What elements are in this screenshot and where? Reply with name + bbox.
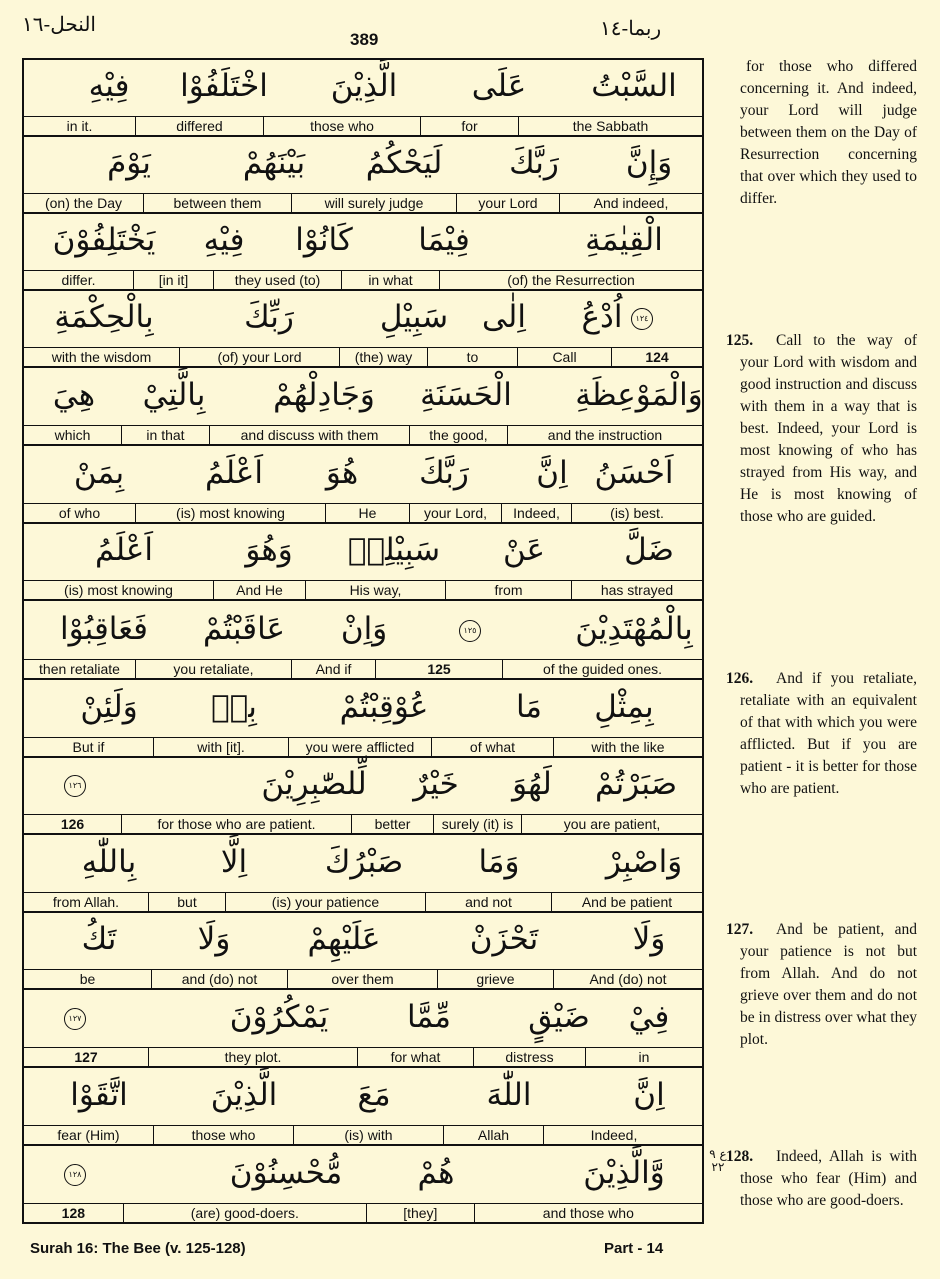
- arabic-word: وَمَا: [478, 844, 520, 880]
- arabic-word: وَجَادِلْهُمْ: [273, 377, 375, 413]
- verse-line: [24, 447, 702, 524]
- verse-line: [24, 60, 702, 137]
- english-gloss-row: [24, 193, 702, 214]
- verse-line: [24, 524, 702, 601]
- arabic-row: [24, 913, 702, 969]
- arabic-word: بِمِثْلِ: [594, 689, 654, 725]
- arabic-word: يَوْمَ: [107, 145, 151, 181]
- gloss-cell: and discuss with them: [210, 426, 410, 446]
- translation-text: for those who differed concerning it. And indeed, your Lord will judge between them on the Day of Resurrection concerning that over which they used to differ.: [740, 58, 917, 207]
- arabic-row: [24, 836, 702, 892]
- verse-number-cell: 128: [24, 1204, 124, 1224]
- arabic-word: عَلَيْهِمْ: [307, 921, 381, 957]
- arabic-word: وَلَا: [197, 921, 231, 957]
- gloss-cell: (is) with: [294, 1126, 444, 1146]
- arabic-word: مِّمَّا: [407, 999, 451, 1035]
- gloss-cell: and not: [426, 893, 552, 913]
- arabic-row: [24, 447, 702, 503]
- gloss-cell: to: [428, 348, 518, 368]
- translation-text: And be patient, and your patience is not but from Allah. And do not grieve over them and do not be in distress over what they plot.: [740, 921, 917, 1048]
- arabic-word: فِيْهِ: [88, 68, 130, 104]
- arabic-word: اَحْسَنُ: [594, 455, 674, 491]
- gloss-cell: He: [326, 504, 410, 524]
- gloss-cell: differed: [136, 117, 264, 137]
- gloss-cell: in: [638, 1049, 650, 1065]
- arabic-word: ضَلَّ: [624, 532, 674, 568]
- arabic-word: وَلَا: [632, 921, 666, 957]
- gloss-cell: But if: [24, 738, 154, 758]
- translation-verse-number: 128.: [726, 1148, 754, 1165]
- gloss-cell: they used (to): [214, 271, 342, 291]
- verse-line: [24, 369, 702, 446]
- arabic-row: [24, 603, 702, 659]
- gloss-cell: in that: [122, 426, 210, 446]
- gloss-cell: distress: [474, 1048, 586, 1068]
- gloss-cell: those who: [154, 1126, 294, 1146]
- arabic-word: اُدْعُ: [581, 299, 623, 335]
- gloss-cell: differ.: [24, 271, 134, 291]
- arabic-word: وَّالَّذِيْنَ: [583, 1155, 665, 1191]
- gloss-cell: (is) most knowing: [136, 504, 326, 524]
- english-gloss-row: [24, 347, 702, 368]
- gloss-cell: And indeed,: [593, 195, 669, 211]
- gloss-cell: grieve: [438, 970, 554, 990]
- english-gloss-row: [24, 969, 702, 990]
- gloss-cell: and those who: [542, 1205, 634, 1221]
- arabic-word: اتَّقَوْا: [70, 1077, 128, 1113]
- arabic-word: عَلَى: [471, 68, 527, 104]
- gloss-cell: those who: [264, 117, 421, 137]
- arabic-word: الْحَسَنَةِ: [420, 377, 512, 413]
- verse-number-cell: 126: [24, 815, 122, 835]
- verse-number-medallion: ١٢٨: [64, 1164, 86, 1186]
- verse-line: [24, 836, 702, 913]
- gloss-cell: in it.: [24, 117, 136, 137]
- english-gloss-row: [24, 737, 702, 758]
- arabic-row: [24, 524, 702, 580]
- arabic-word: بِهٖ: [211, 689, 257, 725]
- gloss-cell: (are) good-doers.: [124, 1204, 367, 1224]
- verse-number-cell: 125: [376, 660, 503, 680]
- arabic-row: [24, 60, 702, 116]
- arabic-word: سَبِيْلِهٖ: [347, 532, 441, 568]
- arabic-word: السَّبْتُ: [591, 68, 677, 104]
- part-header-arabic: ربما-١٤: [600, 16, 662, 40]
- arabic-word: بَيْنَهُمْ: [242, 145, 306, 181]
- footer-part: Part - 14: [604, 1240, 664, 1257]
- gloss-cell: fear (Him): [24, 1126, 154, 1146]
- arabic-word: عَنْ: [502, 532, 546, 568]
- translation-paragraph: [726, 1146, 917, 1212]
- verse-line: [24, 913, 702, 990]
- translation-paragraph: [726, 668, 917, 800]
- gloss-cell: Indeed,: [502, 504, 572, 524]
- arabic-word: بِالَّتِيْ: [142, 377, 206, 413]
- verse-line: [24, 991, 702, 1068]
- verse-number-medallion: ١٢٧: [64, 1008, 86, 1030]
- english-gloss-row: [24, 503, 702, 524]
- gloss-cell: they plot.: [149, 1048, 358, 1068]
- gloss-cell: you retaliate,: [136, 660, 292, 680]
- gloss-cell: you are patient,: [563, 816, 661, 832]
- arabic-word: بِالْحِكْمَةِ: [54, 299, 154, 335]
- arabic-word: اخْتَلَفُوْا: [180, 68, 268, 104]
- word-by-word-grid: [22, 58, 704, 1224]
- gloss-cell: [they]: [367, 1204, 475, 1224]
- arabic-word: تَكُ: [81, 921, 117, 957]
- verse-line: [24, 137, 702, 214]
- gloss-cell: (on) the Day: [24, 194, 144, 214]
- arabic-word: وَاصْبِرْ: [605, 844, 683, 880]
- arabic-word: فِيْهِ: [203, 222, 245, 258]
- arabic-row: [24, 137, 702, 193]
- gloss-cell: with the wisdom: [24, 348, 180, 368]
- arabic-word: كَانُوْا: [295, 222, 353, 258]
- english-gloss-row: [24, 116, 702, 137]
- arabic-word: هُمْ: [417, 1155, 455, 1191]
- gloss-cell: for what: [358, 1048, 474, 1068]
- translation-text: And if you retaliate, retaliate with an equivalent of that with which you were afflicted. But if you are patient - it is better for those who are patient.: [740, 670, 917, 797]
- arabic-word: الَّذِيْنَ: [330, 68, 398, 104]
- gloss-cell: (is) best.: [610, 505, 664, 521]
- gloss-cell: His way,: [306, 581, 446, 601]
- arabic-row: [24, 1069, 702, 1125]
- arabic-word: رَبِّكَ: [244, 299, 294, 335]
- english-gloss-row: [24, 580, 702, 601]
- arabic-word: لَهُوَ: [512, 766, 552, 802]
- arabic-word: بِمَنْ: [73, 455, 125, 491]
- surah-header-arabic: النحل-١٦: [22, 12, 96, 36]
- english-gloss-row: [24, 1047, 702, 1068]
- arabic-word: وَالْمَوْعِظَةِ: [575, 377, 703, 413]
- arabic-word: فَعَاقِبُوْا: [59, 611, 149, 647]
- gloss-cell: then retaliate: [24, 660, 136, 680]
- arabic-row: [24, 758, 702, 814]
- gloss-cell: (is) most knowing: [24, 581, 214, 601]
- gloss-cell: And if: [292, 660, 376, 680]
- arabic-word: الَّذِيْنَ: [210, 1077, 278, 1113]
- verse-line: [24, 1147, 702, 1224]
- arabic-word: الْقِيٰمَةِ: [585, 222, 663, 258]
- arabic-row: [24, 991, 702, 1047]
- arabic-word: رَبَّكَ: [419, 455, 469, 491]
- gloss-cell: of the guided ones.: [542, 661, 663, 677]
- arabic-word: لَيَحْكُمُ: [365, 145, 443, 181]
- gloss-cell: for: [421, 117, 519, 137]
- verse-line: [24, 603, 702, 680]
- gloss-cell: And He: [214, 581, 306, 601]
- translation-text: Indeed, Allah is with those who fear (Him) and those who are good-doers.: [740, 1148, 917, 1209]
- translation-verse-number: 125.: [726, 332, 754, 349]
- english-gloss-row: [24, 659, 702, 680]
- gloss-cell: better: [352, 815, 434, 835]
- gloss-cell: And be patient: [581, 894, 673, 910]
- gloss-cell: will surely judge: [292, 194, 457, 214]
- arabic-word: اِلٰى: [482, 299, 526, 335]
- translation-paragraph: [740, 56, 917, 210]
- gloss-cell: (of) the Resurrection: [507, 272, 635, 288]
- arabic-row: [24, 1147, 702, 1203]
- verse-line: [24, 291, 702, 368]
- gloss-cell: And (do) not: [589, 971, 667, 987]
- arabic-word: بِالْمُهْتَدِيْنَ: [575, 611, 693, 647]
- translation-text: Call to the way of your Lord with wisdom and good instruction and discuss with them in a way that is best. Indeed, your Lord is most knowing of who has strayed from His way, and He is most knowing of those who are guided.: [740, 332, 917, 525]
- gloss-cell: your Lord: [457, 194, 560, 214]
- verse-line: [24, 214, 702, 291]
- gloss-cell: but: [149, 893, 226, 913]
- gloss-cell: be: [24, 970, 152, 990]
- gloss-cell: you were afflicted: [289, 738, 432, 758]
- gloss-cell: surely (it) is: [434, 815, 522, 835]
- arabic-word: وَهُوَ: [245, 532, 293, 568]
- verse-line: [24, 681, 702, 758]
- arabic-word: بِاللّٰهِ: [81, 844, 137, 880]
- arabic-word: مَعَ: [357, 1077, 391, 1113]
- gloss-cell: has strayed: [600, 582, 674, 598]
- translation-verse-number: 127.: [726, 921, 754, 938]
- arabic-word: اِنَّ: [633, 1077, 665, 1113]
- gloss-cell: Allah: [444, 1126, 544, 1146]
- gloss-cell: the good,: [410, 426, 508, 446]
- gloss-cell: Indeed,: [590, 1127, 638, 1143]
- arabic-word: اللّٰهَ: [486, 1077, 532, 1113]
- gloss-cell: between them: [144, 194, 292, 214]
- gloss-cell: in what: [342, 271, 440, 291]
- gloss-cell: [in it]: [134, 271, 214, 291]
- arabic-word: يَخْتَلِفُوْنَ: [52, 222, 156, 258]
- arabic-word: فِيْ: [628, 999, 670, 1035]
- arabic-word: لِّلصّٰبِرِيْنَ: [261, 766, 367, 802]
- footer-surah-title: Surah 16: The Bee (v. 125-128): [30, 1240, 246, 1257]
- verse-number-cell: 127: [24, 1048, 149, 1068]
- gloss-cell: over them: [288, 970, 438, 990]
- arabic-word: صَبَرْتُمْ: [594, 766, 678, 802]
- gloss-cell: and the instruction: [547, 427, 663, 443]
- arabic-row: [24, 369, 702, 425]
- translation-paragraph: [726, 919, 917, 1051]
- arabic-word: اِلَّا: [220, 844, 248, 880]
- english-gloss-row: [24, 814, 702, 835]
- verse-number-medallion: ١٢٤: [631, 308, 653, 330]
- gloss-cell: of who: [24, 504, 136, 524]
- gloss-cell: from: [446, 581, 572, 601]
- ruku-marker: ع ٩ ٢٢: [709, 1147, 727, 1174]
- gloss-cell: the Sabbath: [572, 118, 649, 134]
- gloss-cell: and (do) not: [152, 970, 288, 990]
- page-number: 389: [350, 30, 379, 49]
- arabic-word: خَيْرٌ: [413, 766, 459, 802]
- arabic-word: اَعْلَمُ: [94, 532, 154, 568]
- arabic-word: عَاقَبْتُمْ: [202, 611, 286, 647]
- gloss-cell: for those who are patient.: [122, 815, 352, 835]
- verse-number-cell: 124: [645, 349, 669, 365]
- english-gloss-row: [24, 892, 702, 913]
- arabic-word: فِيْمَا: [418, 222, 470, 258]
- arabic-row: [24, 681, 702, 737]
- arabic-word: وَاِنْ: [340, 611, 388, 647]
- gloss-cell: (is) your patience: [226, 893, 426, 913]
- verse-line: [24, 758, 702, 835]
- arabic-row: [24, 214, 702, 270]
- arabic-word: يَمْكُرُوْنَ: [229, 999, 329, 1035]
- arabic-word: هُوَ: [325, 455, 359, 491]
- arabic-word: وَلَئِنْ: [80, 689, 138, 725]
- arabic-word: سَبِيْلِ: [379, 299, 449, 335]
- gloss-cell: your Lord,: [410, 504, 502, 524]
- verse-number-medallion: ١٢٦: [64, 775, 86, 797]
- gloss-cell: (the) way: [340, 348, 428, 368]
- gloss-cell: with the like: [591, 739, 665, 755]
- arabic-word: اِنَّ: [536, 455, 568, 491]
- gloss-cell: which: [24, 426, 122, 446]
- gloss-cell: from Allah.: [24, 893, 149, 913]
- arabic-row: [24, 291, 702, 347]
- translation-verse-number: 126.: [726, 670, 754, 687]
- english-gloss-row: [24, 1125, 702, 1146]
- arabic-word: اَعْلَمُ: [204, 455, 264, 491]
- arabic-word: صَبْرُكَ: [324, 844, 404, 880]
- english-gloss-row: [24, 1203, 702, 1224]
- arabic-word: مُّحْسِنُوْنَ: [229, 1155, 343, 1191]
- verse-number-medallion: ١٢٥: [459, 620, 481, 642]
- arabic-word: هِيَ: [52, 377, 96, 413]
- arabic-word: وَإِنَّ: [625, 145, 673, 181]
- gloss-cell: of what: [432, 738, 554, 758]
- english-gloss-row: [24, 425, 702, 446]
- arabic-word: ضَيْقٍ: [528, 999, 590, 1035]
- arabic-word: مَا: [515, 689, 543, 725]
- arabic-word: عُوْقِبْتُمْ: [339, 689, 429, 725]
- gloss-cell: (of) your Lord: [180, 348, 340, 368]
- verse-line: [24, 1069, 702, 1146]
- arabic-word: رَبَّكَ: [509, 145, 559, 181]
- arabic-word: تَحْزَنْ: [469, 921, 539, 957]
- gloss-cell: with [it].: [154, 738, 289, 758]
- gloss-cell: Call: [518, 348, 612, 368]
- translation-paragraph: [726, 330, 917, 528]
- english-gloss-row: [24, 270, 702, 291]
